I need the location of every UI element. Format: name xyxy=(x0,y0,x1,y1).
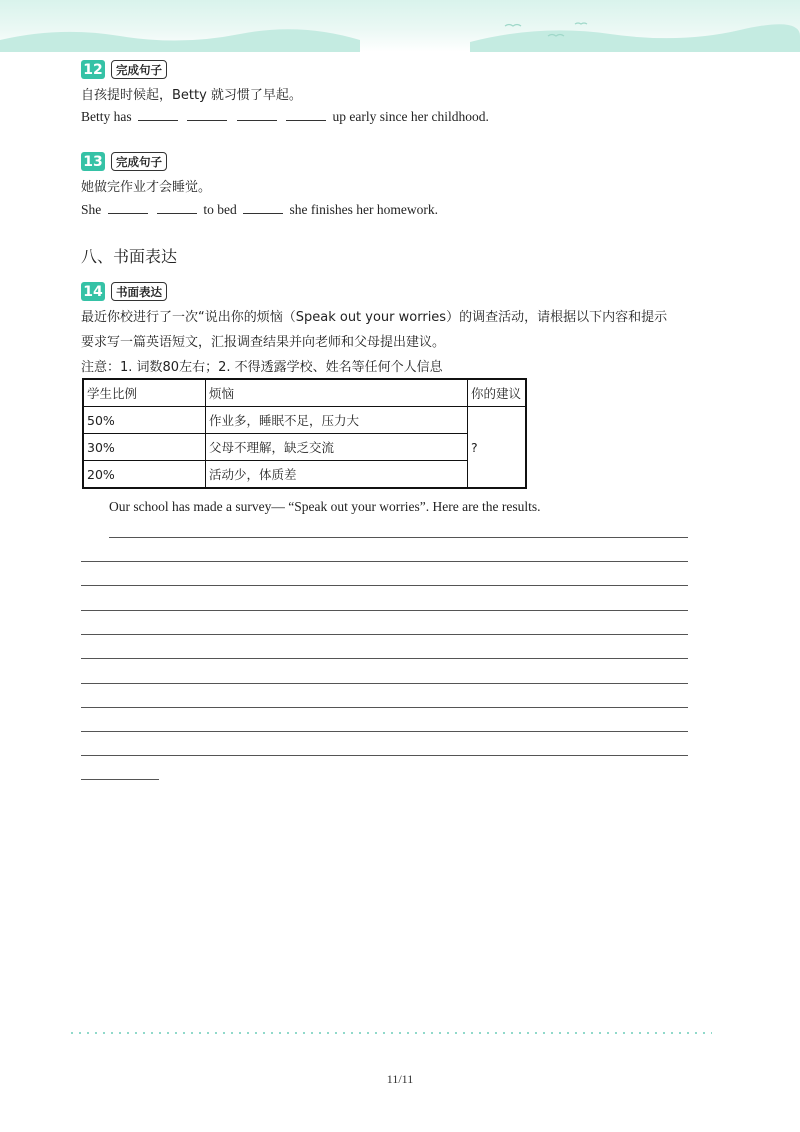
ratio-cell: 30% xyxy=(83,434,206,461)
page-number: 11/11 xyxy=(386,1072,414,1086)
answer-blank[interactable] xyxy=(138,108,178,121)
worry-cell: 父母不理解，缺乏交流 xyxy=(206,434,468,461)
question-type-tag: 完成句子 xyxy=(111,152,167,171)
table-row xyxy=(83,434,526,461)
answer-blank[interactable] xyxy=(286,108,326,121)
landscape-decoration-icon xyxy=(0,0,800,52)
answer-blank[interactable] xyxy=(237,108,277,121)
table-header-cell: 你的建议 xyxy=(468,379,527,407)
question-13-sentence xyxy=(81,201,438,218)
essay-opening-sentence: Our school has made a survey— “Speak out your worries”. Here are the results. xyxy=(109,499,541,514)
question-12-header xyxy=(81,60,167,79)
writing-line[interactable] xyxy=(81,561,688,562)
table-header-cell: 烦恼 xyxy=(206,379,468,407)
question-number: 14 xyxy=(81,282,105,301)
worry-cell: 作业多，睡眠不足，压力大 xyxy=(206,407,468,434)
answer-blank[interactable] xyxy=(187,108,227,121)
question-13-header xyxy=(81,152,167,171)
question-14-note: 注意：1. 词数80左右；2. 不得透露学校、姓名等任何个人信息 xyxy=(81,360,443,375)
writing-line[interactable] xyxy=(81,731,688,732)
writing-line[interactable] xyxy=(81,634,688,635)
question-14-instruction-1: 最近你校进行了一次“说出你的烦恼（Speak out your worries）的调查活动，请根据以下内容和提示 xyxy=(81,310,668,325)
sentence-end: up early since her childhood. xyxy=(332,109,489,124)
question-14-instruction-2: 要求写一篇英语短文，汇报调查结果并向老师和父母提出建议。 xyxy=(81,335,446,350)
ratio-cell: 50% xyxy=(83,407,206,434)
writing-line[interactable] xyxy=(81,610,688,611)
writing-line[interactable] xyxy=(81,779,159,780)
question-13-prompt: 她做完作业才会睡觉。 xyxy=(81,180,212,195)
suggestion-cell: ? xyxy=(468,407,527,489)
writing-line[interactable] xyxy=(81,658,688,659)
survey-table xyxy=(82,378,527,489)
header-banner xyxy=(0,0,800,52)
table-row xyxy=(83,407,526,434)
question-type-tag: 完成句子 xyxy=(111,60,167,79)
table-row xyxy=(83,461,526,489)
question-type-tag: 书面表达 xyxy=(111,282,167,301)
sentence-part-2: to bed xyxy=(203,202,237,217)
question-14-header xyxy=(81,282,167,301)
sentence-start: Betty has xyxy=(81,109,132,124)
answer-blank[interactable] xyxy=(243,201,283,214)
writing-line[interactable] xyxy=(81,755,688,756)
table-header-cell: 学生比例 xyxy=(83,379,206,407)
writing-line[interactable] xyxy=(81,683,688,684)
answer-blank[interactable] xyxy=(157,201,197,214)
sentence-part-1: She xyxy=(81,202,102,217)
writing-line[interactable] xyxy=(109,537,688,538)
writing-line[interactable] xyxy=(81,707,688,708)
footer-dotted-divider xyxy=(68,1032,712,1034)
sentence-part-3: she finishes her homework. xyxy=(289,202,438,217)
question-12-sentence xyxy=(81,108,489,125)
table-header-row xyxy=(83,379,526,407)
answer-blank[interactable] xyxy=(108,201,148,214)
ratio-cell: 20% xyxy=(83,461,206,489)
worry-cell: 活动少，体质差 xyxy=(206,461,468,489)
question-number: 13 xyxy=(81,152,105,171)
question-number: 12 xyxy=(81,60,105,79)
writing-line[interactable] xyxy=(81,585,688,586)
section-title: 八、书面表达 xyxy=(81,247,178,266)
question-12-prompt: 自孩提时候起，Betty 就习惯了早起。 xyxy=(81,88,302,103)
